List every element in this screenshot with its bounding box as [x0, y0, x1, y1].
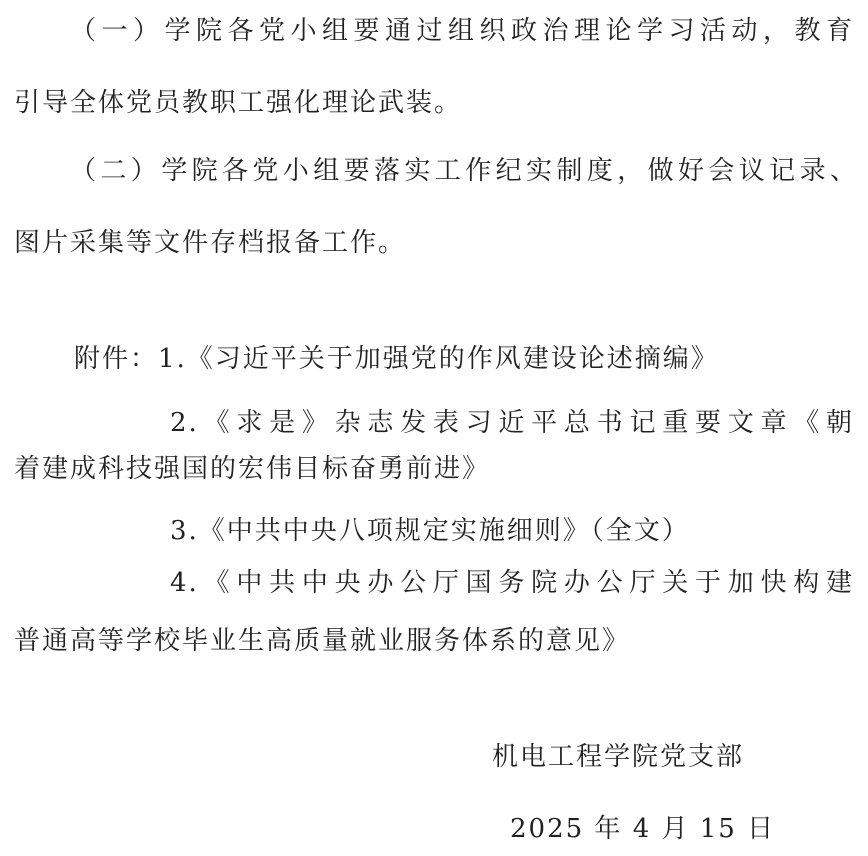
attachment-2-line-1: 2.《求是》杂志发表习近平总书记重要文章《朝	[170, 408, 854, 438]
signature-organization: 机电工程学院党支部	[492, 742, 745, 772]
section-2-line-2: 图片采集等文件存档报备工作。	[14, 228, 407, 258]
attachment-3-line-1: 3.《中共中央八项规定实施细则》（全文）	[170, 516, 690, 546]
attachments-label-line: 附件：1.《习近平关于加强党的作风建设论述摘编》	[74, 344, 719, 374]
signature-date: 2025 年 4 月 15 日	[510, 814, 776, 844]
section-1-line-2: 引导全体党员教职工强化理论武装。	[14, 88, 463, 118]
attachment-4-line-2: 普通高等学校毕业生高质量就业服务体系的意见》	[14, 626, 631, 656]
attachment-2-line-2: 着建成科技强国的宏伟目标奋勇前进》	[14, 454, 491, 484]
attachment-4-line-1: 4.《中共中央办公厅国务院办公厅关于加快构建	[170, 568, 854, 598]
section-1-line-1: （一）学院各党小组要通过组织政治理论学习活动，教育	[70, 16, 854, 46]
section-2-line-1: （二）学院各党小组要落实工作纪实制度，做好会议记录、	[70, 156, 858, 186]
